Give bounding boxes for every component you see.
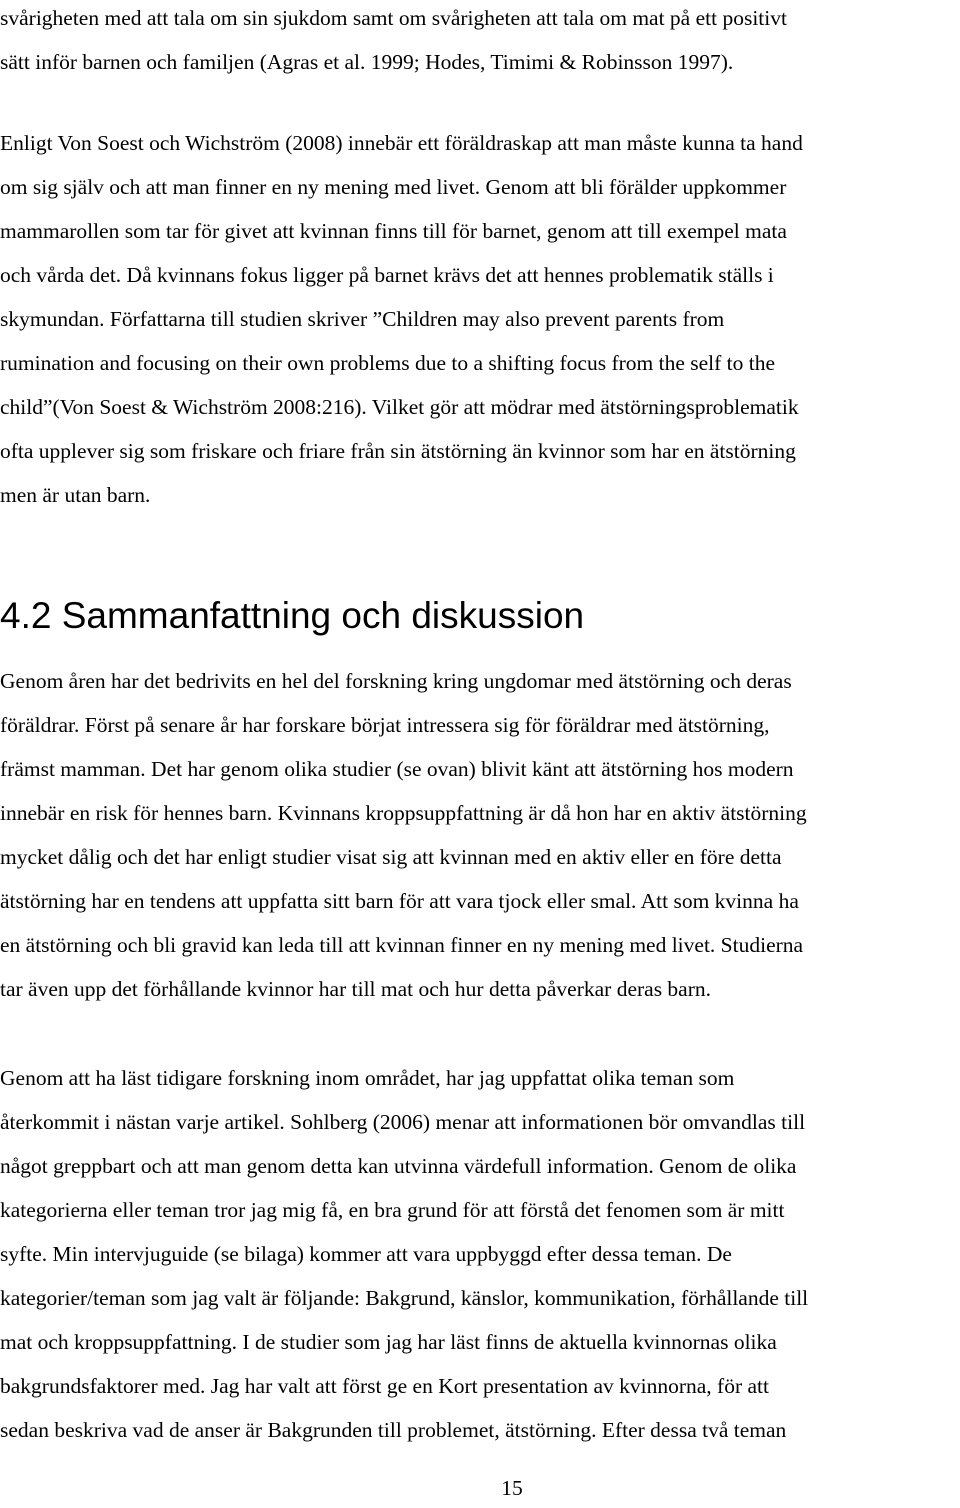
paragraph-summary [0, 659, 960, 1011]
text-line: kategorierna eller teman tror jag mig få, en bra grund för att förstå det fenomen som är mitt [0, 1198, 785, 1222]
text-line: ätstörning har en tendens att uppfatta sitt barn för att vara tjock eller smal. Att som kvinna ha [0, 889, 799, 913]
text-line: främst mamman. Det har genom olika studier (se ovan) blivit känt att ätstörning hos modern [0, 757, 794, 781]
text-line: rumination and focusing on their own problems due to a shifting focus from the self to the [0, 351, 776, 375]
text-line: om sig själv och att man finner en ny mening med livet. Genom att bli förälder uppkommer [0, 175, 787, 199]
text-line: mat och kroppsuppfattning. I de studier som jag har läst finns de aktuella kvinnornas olika [0, 1330, 777, 1354]
text-line: Genom att ha läst tidigare forskning inom området, har jag uppfattat olika teman som [0, 1066, 735, 1090]
text-line: skymundan. Författarna till studien skriver ”Children may also prevent parents from [0, 307, 725, 331]
paragraph-parenthood [0, 121, 960, 517]
text-line: återkommit i nästan varje artikel. Sohlberg (2006) menar att informationen bör omvandlas till [0, 1110, 806, 1134]
text-line: mammarollen som tar för givet att kvinnan finns till för barnet, genom att till exempel mata [0, 219, 787, 243]
text-line: sätt inför barnen och familjen (Agras et al. 1999; Hodes, Timimi & Robinsson 1997). [0, 50, 734, 74]
text-line: sedan beskriva vad de anser är Bakgrunden till problemet, ätstörning. Efter dessa två teman [0, 1418, 787, 1442]
page-number: 15 [501, 1476, 523, 1500]
paragraph-continuation [0, 0, 960, 84]
text-line: mycket dålig och det har enligt studier visat sig att kvinnan med en aktiv eller en före detta [0, 845, 782, 869]
text-line: tar även upp det förhållande kvinnor har till mat och hur detta påverkar deras barn. [0, 977, 712, 1001]
text-line: ofta upplever sig som friskare och friare från sin ätstörning än kvinnor som har en ätstörning [0, 439, 796, 463]
text-line: Genom åren har det bedrivits en hel del forskning kring ungdomar med ätstörning och deras [0, 669, 792, 693]
section-heading: 4.2 Sammanfattning och diskussion [0, 595, 585, 636]
text-line: kategorier/teman som jag valt är följande: Bakgrund, känslor, kommunikation, förhållande till [0, 1286, 809, 1310]
text-line: innebär en risk för hennes barn. Kvinnans kroppsuppfattning är då hon har en aktiv ätstörning [0, 801, 807, 825]
text-line: en ätstörning och bli gravid kan leda till att kvinnan finner en ny mening med livet. Studierna [0, 933, 804, 957]
text-line: föräldrar. Först på senare år har forskare börjat intressera sig för föräldrar med ätstörning, [0, 713, 770, 737]
paragraph-themes [0, 1056, 960, 1452]
text-line: syfte. Min intervjuguide (se bilaga) kommer att vara uppbyggd efter dessa teman. De [0, 1242, 732, 1266]
text-line: och vårda det. Då kvinnans fokus ligger på barnet krävs det att hennes problematik ställs i [0, 263, 774, 287]
text-line: men är utan barn. [0, 483, 151, 507]
text-line: svårigheten med att tala om sin sjukdom samt om svårigheten att tala om mat på ett positivt [0, 6, 787, 30]
text-line: Enligt Von Soest och Wichström (2008) innebär ett föräldraskap att man måste kunna ta hand [0, 131, 803, 155]
text-line: något greppbart och att man genom detta kan utvinna värdefull information. Genom de olika [0, 1154, 797, 1178]
text-line: child”(Von Soest & Wichström 2008:216). Vilket gör att mödrar med ätstörningsproblematik [0, 395, 799, 419]
text-line: bakgrundsfaktorer med. Jag har valt att först ge en Kort presentation av kvinnorna, för att [0, 1374, 769, 1398]
